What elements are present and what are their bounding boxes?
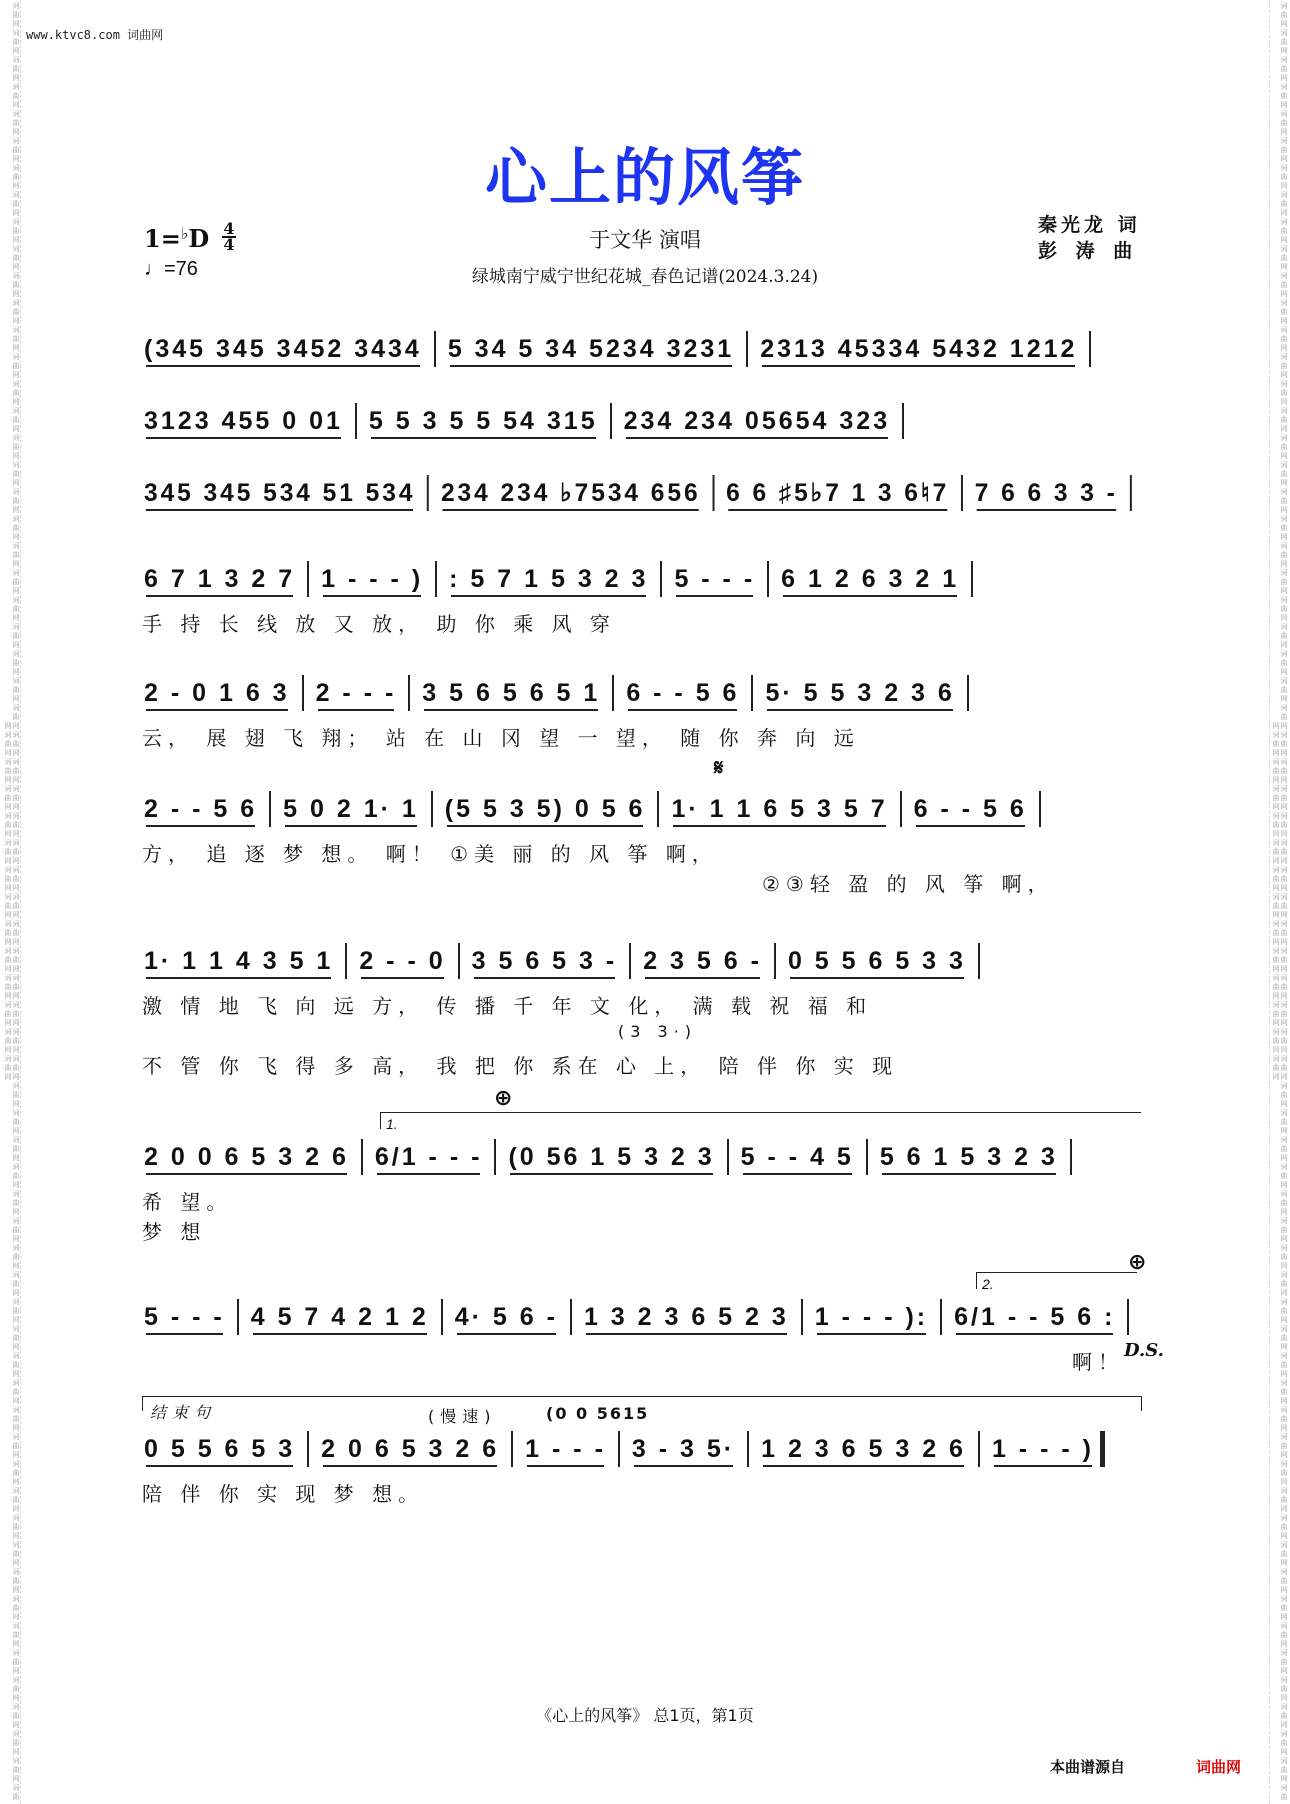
ending-label: 结束句 xyxy=(150,1403,217,1422)
measure: 6 1 2 6 3 2 1 xyxy=(781,564,960,593)
bar-line xyxy=(1100,1431,1105,1467)
measure: 3 5 6 5 6 5 1 xyxy=(422,678,601,707)
measure: 1 - - - ) xyxy=(321,564,424,593)
notes-line xyxy=(142,404,914,438)
bar-line xyxy=(978,1431,980,1467)
measure: 234 234 05654 323 xyxy=(623,406,891,435)
bar-line xyxy=(967,675,969,711)
score-system xyxy=(142,1403,1148,1506)
key-note: D xyxy=(188,224,210,253)
lyrics-line-2: ②③轻 盈 的 风 筝 啊， xyxy=(762,872,1054,896)
bar-line xyxy=(767,561,769,597)
bar-line xyxy=(618,1431,620,1467)
measure: 6 - - 5 6 xyxy=(626,678,740,707)
measure: 2 - 0 1 6 3 xyxy=(144,678,290,707)
measure: 4 5 7 4 2 1 2 xyxy=(250,1302,429,1331)
bar-line xyxy=(629,943,631,979)
bar-line xyxy=(866,1139,868,1175)
notes-line xyxy=(142,476,1141,510)
score-system xyxy=(142,944,1148,1078)
bar-line xyxy=(660,561,662,597)
measure: 7 6 6 3 3 - xyxy=(974,478,1118,507)
measure: 2 - - - xyxy=(315,678,397,707)
measure: (5 5 3 5) 0 5 6 xyxy=(444,794,646,823)
measure: 5 0 2 1· 1 xyxy=(283,794,419,823)
measure: 5 5 3 5 5 54 315 xyxy=(368,406,598,435)
score-system xyxy=(142,476,1148,510)
measure: (345 345 3452 3434 xyxy=(144,334,422,363)
lyricist-credit: 秦光龙 词 xyxy=(1038,214,1141,236)
volta-label: 2. xyxy=(982,1276,994,1292)
time-bottom: 4 xyxy=(223,235,235,254)
bar-line xyxy=(1129,475,1131,511)
bar-line xyxy=(940,1299,942,1335)
lyrics-line: 啊！ xyxy=(1072,1350,1124,1374)
measure: 1· 1 1 6 5 3 5 7 xyxy=(671,794,888,823)
measure: 2 0 0 6 5 3 2 6 xyxy=(144,1142,349,1171)
bar-line xyxy=(747,1431,749,1467)
bar-line xyxy=(801,1299,803,1335)
time-top: 4 xyxy=(223,219,235,238)
bar-line xyxy=(961,475,963,511)
bar-line xyxy=(746,331,748,367)
bar-line xyxy=(727,1139,729,1175)
bar-line xyxy=(307,1431,309,1467)
measure: 0 5 5 6 5 3 3 xyxy=(787,946,966,975)
bar-line xyxy=(774,943,776,979)
notes-line xyxy=(142,562,983,596)
notes-line xyxy=(142,944,990,978)
lyrics-line: 手 持 长 线 放 又 放， 助 你 乘 风 穿 xyxy=(142,612,616,636)
bar-line xyxy=(361,1139,363,1175)
left-watermark-strip: 词曲网词曲网词曲网词曲网词曲网词曲网词曲网词曲网词曲网词曲网词曲网词曲网词曲网词曲网词曲网词曲网词曲网词曲网词曲网词曲网词曲网词曲网词曲网词曲网词曲网词曲网词曲网词曲网词曲网词曲网词曲网词曲网词曲网词曲网词曲网词曲网词曲网词曲网词曲网词曲网词曲网词曲网词曲网词曲网词曲网词曲网词曲网词曲网词曲网词曲网词曲网词曲网词曲网词曲网词曲网词曲网词曲网词曲网词曲网词曲网词曲网词曲网词曲网词曲网词曲网词曲网词曲网词曲网词曲网词曲网词曲网词曲网词曲网词曲网词曲网词曲网词曲网词曲网词曲网词曲网 xyxy=(4,2,20,1802)
measure: 2 - - 5 6 xyxy=(144,794,258,823)
measure: 3123 455 0 01 xyxy=(144,406,343,435)
measure: (0 56 1 5 3 2 3 xyxy=(508,1142,715,1171)
measure: 4· 5 6 - xyxy=(454,1302,558,1331)
measure: 6 - - 5 6 xyxy=(913,794,1027,823)
bar-line xyxy=(302,675,304,711)
measure: 2 - - 0 xyxy=(359,946,446,975)
measure: 6 7 1 3 2 7 xyxy=(144,564,296,593)
volta-label: 1. xyxy=(386,1116,398,1132)
site-url[interactable]: www.ktvc8.com 词曲网 xyxy=(26,28,164,42)
lyrics-line: 激 情 地 飞 向 远 方， 传 播 千 年 文 化， 满 载 祝 福 和 xyxy=(142,994,873,1018)
score-system xyxy=(142,332,1148,366)
bar-line xyxy=(971,561,973,597)
measure: 1 - - - ): xyxy=(814,1302,929,1331)
measure: 5 6 1 5 3 2 3 xyxy=(879,1142,1058,1171)
key-flat: ♭ xyxy=(180,224,189,243)
notes-line xyxy=(142,332,1101,366)
bar-line xyxy=(427,475,429,511)
tempo-value: =76 xyxy=(164,258,198,280)
measure: 1 2 3 6 5 3 2 6 xyxy=(761,1434,966,1463)
measure: 0 5 5 6 5 3 xyxy=(144,1434,296,1463)
bar-line xyxy=(355,403,357,439)
page-footer: 《心上的风筝》 总1页，第1页 xyxy=(536,1706,754,1725)
score-system xyxy=(142,562,1148,636)
measure: 2 3 5 6 - xyxy=(643,946,762,975)
alt-notes: (3 3·) xyxy=(618,1022,698,1041)
song-title: 心上的风筝 xyxy=(484,141,805,214)
score-system xyxy=(142,792,1148,896)
notes-line xyxy=(142,1432,1105,1466)
measure: 6 6 ♯5♭7 1 3 6♮7 xyxy=(726,479,950,507)
measure: 2313 45334 5432 1212 xyxy=(760,334,1078,363)
measure: 2 0 6 5 3 2 6 xyxy=(321,1434,500,1463)
bar-line xyxy=(494,1139,496,1175)
bar-line xyxy=(900,791,902,827)
quarter-note-icon: ♩ xyxy=(144,258,164,280)
bar-line xyxy=(237,1299,239,1335)
bar-line xyxy=(978,943,980,979)
lyrics-line-2: 梦 想 xyxy=(142,1220,207,1244)
singer-credit: 于文华 演唱 xyxy=(589,228,701,252)
bar-line xyxy=(1039,791,1041,827)
bar-line xyxy=(751,675,753,711)
lyrics-line: 方， 追 逐 梦 想。 啊！ ①美 丽 的 风 筝 啊， xyxy=(142,842,718,866)
grace-notes: (0 0 5615 xyxy=(546,1404,650,1423)
score-system xyxy=(142,1276,1164,1374)
bar-line xyxy=(345,943,347,979)
measure: 1 3 2 3 6 5 2 3 xyxy=(583,1302,789,1331)
measure: 5 - - 4 5 xyxy=(740,1142,854,1171)
bar-line xyxy=(902,403,904,439)
coda-mark: ⊕ xyxy=(494,1086,513,1111)
segno-mark: 𝄋 xyxy=(714,756,724,781)
notes-line xyxy=(142,792,1051,826)
notes-line xyxy=(142,1140,1082,1174)
notes-line xyxy=(142,676,979,710)
lyrics-line: 云， 展 翅 飞 翔； 站 在 山 冈 望 一 望， 随 你 奔 向 远 xyxy=(142,726,860,750)
measure: 1 - - - ) xyxy=(991,1434,1094,1463)
bar-line xyxy=(511,1431,513,1467)
measure: 5 - - - xyxy=(674,564,756,593)
tempo-slow-label: (慢速) xyxy=(428,1407,497,1426)
bar-line xyxy=(441,1299,443,1335)
measure: 5· 5 5 3 2 3 6 xyxy=(765,678,955,707)
source-label: 本曲谱源自 xyxy=(1050,1758,1126,1776)
composer-credit: 彭 涛 曲 xyxy=(1038,240,1139,262)
bar-line xyxy=(307,561,309,597)
lyrics-line: 陪 伴 你 实 现 梦 想。 xyxy=(142,1482,425,1506)
measure: 1 - - - xyxy=(525,1434,606,1463)
bar-line xyxy=(431,791,433,827)
measure: 1· 1 1 4 3 5 1 xyxy=(144,946,334,975)
measure: 345 345 534 51 534 xyxy=(143,478,416,507)
bar-line xyxy=(712,475,714,511)
score-system xyxy=(142,676,1148,750)
measure: 5 34 5 34 5234 3231 xyxy=(447,334,735,363)
bar-line xyxy=(434,331,436,367)
bar-line xyxy=(435,561,437,597)
bar-line xyxy=(1089,331,1091,367)
lyrics-line: 希 望。 xyxy=(142,1190,233,1214)
right-watermark-strip: 词曲网词曲网词曲网词曲网词曲网词曲网词曲网词曲网词曲网词曲网词曲网词曲网词曲网词曲网词曲网词曲网词曲网词曲网词曲网词曲网词曲网词曲网词曲网词曲网词曲网词曲网词曲网词曲网词曲网词曲网词曲网词曲网词曲网词曲网词曲网词曲网词曲网词曲网词曲网词曲网词曲网词曲网词曲网词曲网词曲网词曲网词曲网词曲网词曲网词曲网词曲网词曲网词曲网词曲网词曲网词曲网词曲网词曲网词曲网词曲网词曲网词曲网词曲网词曲网词曲网词曲网词曲网词曲网词曲网词曲网词曲网词曲网词曲网词曲网词曲网词曲网词曲网词曲网词曲网词曲网 xyxy=(1269,0,1288,1804)
bar-line xyxy=(612,675,614,711)
measure: 5 - - - xyxy=(144,1302,225,1331)
lyrics-line-2: 不 管 你 飞 得 多 高， 我 把 你 系在 心 上， 陪 伴 你 实 现 xyxy=(142,1054,899,1078)
measure: : 5 7 1 5 3 2 3 xyxy=(449,564,649,593)
measure: 3 - 3 5· xyxy=(631,1434,736,1463)
score-system xyxy=(142,1116,1148,1244)
score-system xyxy=(142,404,1148,438)
notes-line xyxy=(142,1300,1139,1334)
volta-bracket xyxy=(380,1112,1141,1129)
bar-line xyxy=(570,1299,572,1335)
key-label: 1= xyxy=(144,224,181,253)
brand-label[interactable]: 词曲网 xyxy=(1196,1758,1242,1776)
bar-line xyxy=(458,943,460,979)
dal-segno: D.S. xyxy=(1124,1340,1164,1361)
coda-mark: ⊕ xyxy=(1128,1250,1147,1275)
measure: 3 5 6 5 3 - xyxy=(471,946,618,975)
bar-line xyxy=(1070,1139,1072,1175)
measure: 6/1 - - - xyxy=(374,1142,483,1171)
bar-line xyxy=(269,791,271,827)
bar-line xyxy=(1127,1299,1129,1335)
bar-line xyxy=(610,403,612,439)
measure: 234 234 ♭7534 656 xyxy=(440,479,701,507)
transcriber-credit: 绿城南宁威宁世纪花城_春色记谱(2024.3.24) xyxy=(471,267,819,287)
bar-line xyxy=(408,675,410,711)
volta-bracket xyxy=(976,1272,1137,1289)
measure: 6/1 - - 5 6 : xyxy=(954,1302,1116,1331)
bar-line xyxy=(657,791,659,827)
